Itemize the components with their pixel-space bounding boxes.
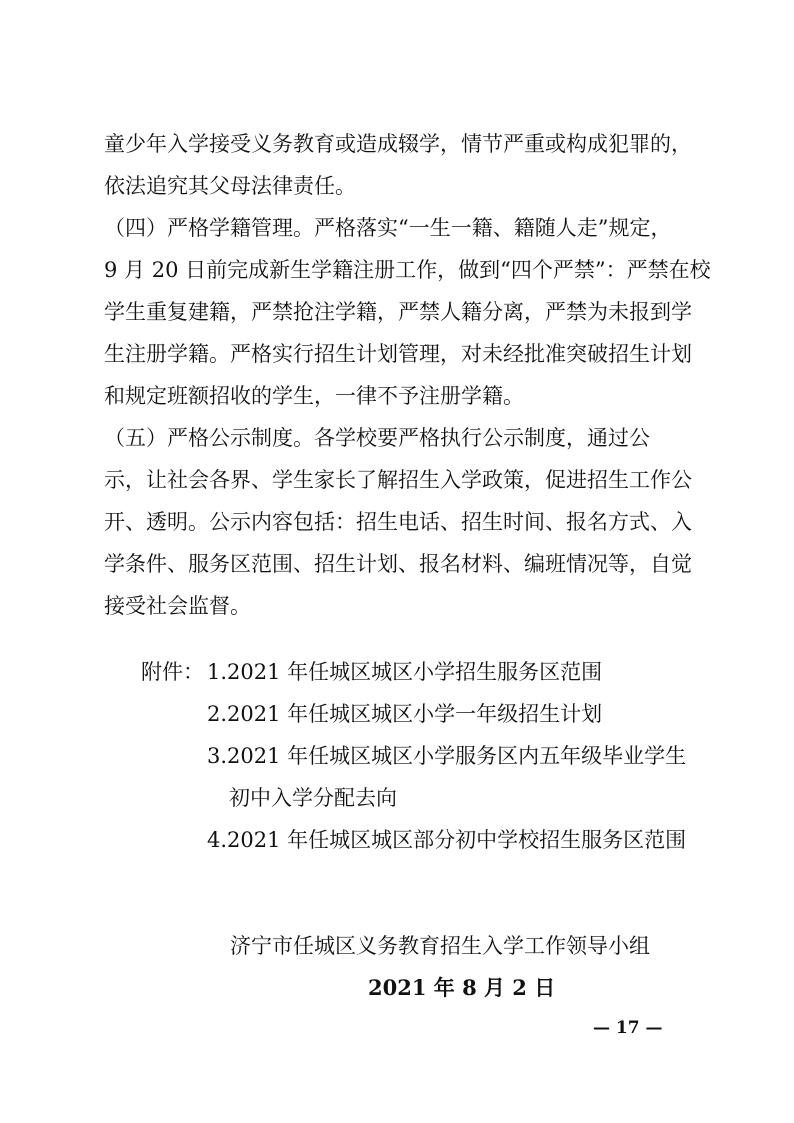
body-line-2: 依法追究其父母法律责任。	[104, 174, 356, 198]
body-line-7: 和规定班额招收的学生，一律不予注册学籍。	[104, 384, 524, 408]
body-line-4: 9 月 20 日前完成新生学籍注册工作，做到“四个严禁”：严禁在校	[104, 258, 711, 282]
body-line-9: 示，让社会各界、学生家长了解招生入学政策，促进招生工作公	[104, 468, 692, 492]
attachment-item-2: 2.2021 年任城区城区小学一年级招生计划	[207, 702, 603, 726]
attachments-label: 附件：	[141, 660, 204, 684]
section-five-heading: （五）严格公示制度。各学校要严格执行公示制度，通过公	[104, 426, 650, 450]
body-line-11: 学条件、服务区范围、招生计划、报名材料、编班情况等，自觉	[104, 552, 692, 576]
attachment-item-3-continued: 初中入学分配去向	[229, 786, 397, 810]
body-line-5: 学生重复建籍，严禁抢注学籍，严禁人籍分离，严禁为未报到学	[104, 300, 692, 324]
page-number: — 17 —	[593, 1018, 663, 1038]
body-line-10: 开、透明。公示内容包括：招生电话、招生时间、报名方式、入	[104, 510, 692, 534]
section-four-heading: （四）严格学籍管理。严格落实“一生一籍、籍随人走”规定，	[104, 216, 672, 240]
body-line-6: 生注册学籍。严格实行招生计划管理，对未经批准突破招生计划	[104, 342, 692, 366]
attachment-item-4: 4.2021 年任城区城区部分初中学校招生服务区范围	[207, 828, 687, 852]
attachment-item-3: 3.2021 年任城区城区小学服务区内五年级毕业学生	[207, 744, 687, 768]
body-line-12: 接受社会监督。	[104, 594, 251, 618]
body-line-1: 童少年入学接受义务教育或造成辍学，情节严重或构成犯罪的，	[104, 132, 692, 156]
signature-date: 2021 年 8 月 2 日	[368, 975, 556, 1000]
attachment-item-1: 1.2021 年任城区城区小学招生服务区范围	[207, 660, 603, 684]
signature-organization: 济宁市任城区义务教育招生入学工作领导小组	[230, 934, 650, 958]
